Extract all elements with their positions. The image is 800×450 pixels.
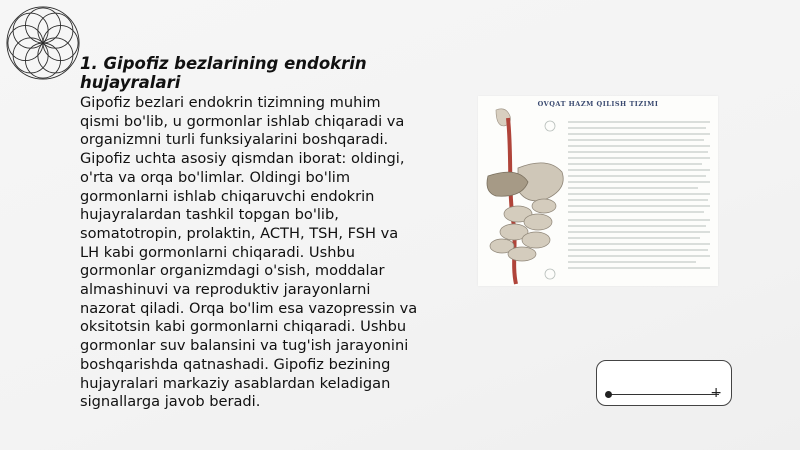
circular-line-pattern-icon [4, 4, 82, 82]
slide-body-text: Gipofiz bezlari endokrin tizimning muhim qismi bo'lib, u gormonlar ishlab chiqaradi va organizmni turli funksiyalarini boshqaradi. Gipofiz uchta asosiy qismdan iborat: oldingi, o'rta va orqa bo'limlar. Oldingi bo'lim gormonlarni ishlab chiqaruvchi endokrin hujayralardan tashkil topgan bo'lib, somatotropin, prolaktin, ACTH, TSH, FSH va LH kabi gormonlarni chiqaradi. Ushbu gormonlar organizmdagi o'sish, moddalar almashinuvi va reproduktiv jarayonlarni nazorat qiladi. Orqa bo'lim esa vazopressin va oksitotsin kabi gormonlarni chiqaradi. Ushbu gormonlar suv balansini va tug'ish jarayonini boshqarishda qatnashadi. Gipofiz bezining hujayralari markaziy asablardan keladigan signallarga javob beradi. [80, 94, 418, 411]
slider-track[interactable] [609, 394, 719, 395]
digestive-organs-illustration [478, 96, 718, 286]
slider-widget[interactable] [596, 360, 732, 406]
plus-icon[interactable]: + [710, 385, 722, 401]
digestive-system-figure [478, 96, 718, 286]
slide-title: 1. Gipofiz bezlarining endokrin hujayralari [80, 54, 367, 92]
dot-icon[interactable] [605, 391, 612, 398]
figure-caption: OVQAT HAZM QILISH TIZIMI [537, 100, 659, 108]
